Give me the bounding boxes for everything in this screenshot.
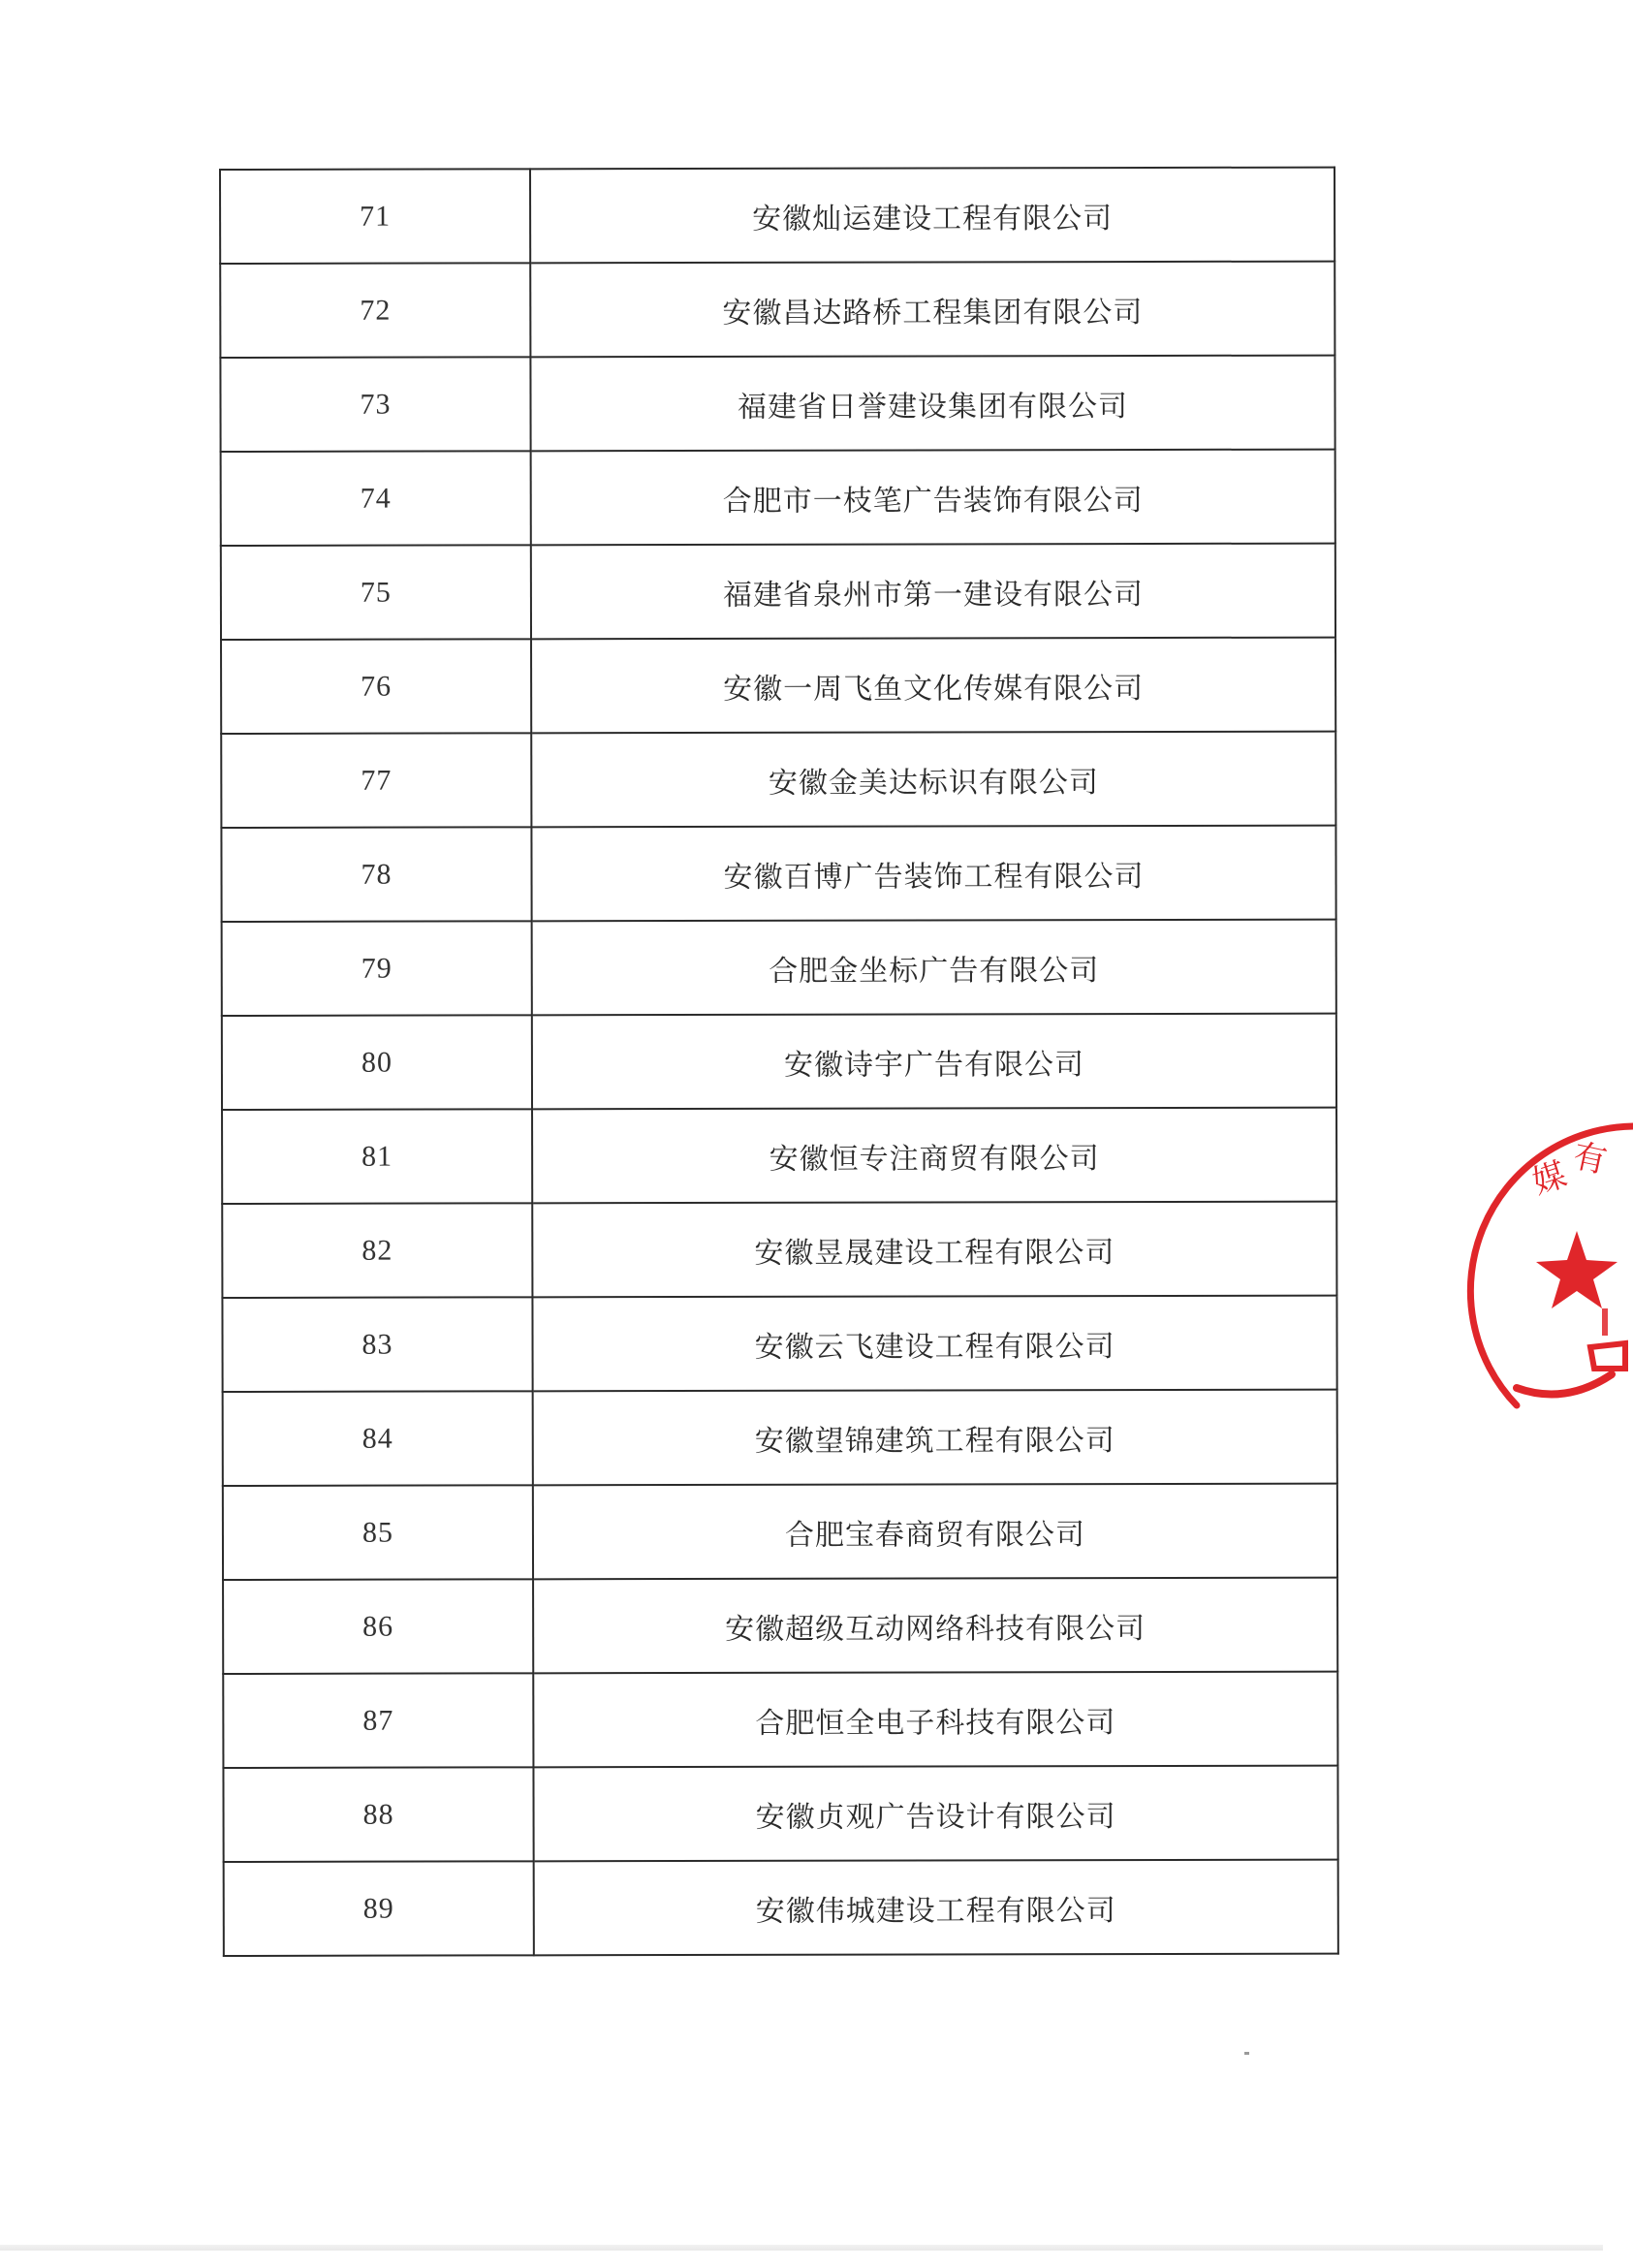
row-number: 88 bbox=[223, 1767, 533, 1862]
row-number: 82 bbox=[222, 1203, 532, 1298]
company-list-table bbox=[219, 167, 1339, 1957]
table-row bbox=[221, 544, 1335, 640]
row-number: 78 bbox=[221, 827, 531, 922]
company-seal bbox=[1497, 1115, 1633, 1444]
table-row bbox=[224, 1860, 1338, 1956]
company-name: 安徽昱晟建设工程有限公司 bbox=[532, 1202, 1336, 1298]
company-name: 安徽百博广告装饰工程有限公司 bbox=[531, 826, 1335, 922]
row-number: 87 bbox=[223, 1673, 533, 1768]
table-row bbox=[223, 1766, 1337, 1862]
row-number: 77 bbox=[221, 733, 531, 828]
table-row bbox=[221, 732, 1335, 828]
table-row bbox=[222, 1014, 1336, 1110]
company-name: 安徽望锦建筑工程有限公司 bbox=[533, 1390, 1337, 1486]
row-number: 75 bbox=[221, 545, 531, 640]
scan-bottom-edge bbox=[0, 2245, 1603, 2251]
company-name: 安徽灿运建设工程有限公司 bbox=[530, 168, 1335, 264]
company-name: 安徽一周飞鱼文化传媒有限公司 bbox=[531, 638, 1335, 734]
row-number: 89 bbox=[224, 1861, 534, 1956]
row-number: 85 bbox=[223, 1485, 533, 1580]
row-number: 73 bbox=[220, 357, 530, 452]
row-number: 79 bbox=[222, 921, 532, 1016]
row-number: 86 bbox=[223, 1579, 533, 1674]
table-row bbox=[221, 450, 1335, 546]
company-name: 安徽恒专注商贸有限公司 bbox=[532, 1108, 1336, 1204]
company-name: 福建省泉州市第一建设有限公司 bbox=[531, 544, 1335, 640]
seal-glyph: 有 bbox=[1569, 1136, 1611, 1181]
table-row bbox=[223, 1578, 1337, 1674]
table-row bbox=[223, 1390, 1337, 1486]
table-row bbox=[222, 1108, 1336, 1204]
company-name: 福建省日誉建设集团有限公司 bbox=[530, 356, 1335, 452]
seal-bottom-bar bbox=[1517, 1374, 1612, 1394]
company-name: 安徽贞观广告设计有限公司 bbox=[533, 1766, 1337, 1862]
table-row bbox=[220, 168, 1335, 264]
company-name: 安徽昌达路桥工程集团有限公司 bbox=[530, 262, 1335, 358]
scan-speck bbox=[1244, 2052, 1249, 2055]
company-name: 合肥恒全电子科技有限公司 bbox=[533, 1672, 1337, 1768]
table-row bbox=[221, 638, 1335, 734]
table-row bbox=[220, 356, 1335, 452]
table-row bbox=[222, 920, 1336, 1016]
row-number: 72 bbox=[220, 263, 530, 358]
row-number: 76 bbox=[221, 639, 531, 734]
table-row bbox=[220, 262, 1335, 358]
company-name: 安徽金美达标识有限公司 bbox=[531, 732, 1335, 828]
company-name: 合肥市一枝笔广告装饰有限公司 bbox=[531, 450, 1335, 546]
company-name: 安徽超级互动网络科技有限公司 bbox=[533, 1578, 1337, 1674]
company-name: 合肥金坐标广告有限公司 bbox=[532, 920, 1336, 1016]
table-row bbox=[223, 1672, 1337, 1768]
table-row bbox=[222, 1296, 1336, 1392]
row-number: 84 bbox=[223, 1391, 533, 1486]
row-number: 74 bbox=[221, 451, 531, 546]
table-row bbox=[221, 826, 1335, 922]
company-name: 合肥宝春商贸有限公司 bbox=[533, 1484, 1337, 1580]
company-name: 安徽伟城建设工程有限公司 bbox=[534, 1860, 1338, 1956]
company-name: 安徽诗宇广告有限公司 bbox=[532, 1014, 1336, 1110]
row-number: 83 bbox=[222, 1297, 532, 1392]
row-number: 71 bbox=[220, 169, 530, 264]
company-name: 安徽云飞建设工程有限公司 bbox=[532, 1296, 1336, 1392]
row-number: 80 bbox=[222, 1015, 532, 1110]
table-row bbox=[223, 1484, 1337, 1580]
table-row bbox=[222, 1202, 1336, 1298]
seal-fragment bbox=[1602, 1308, 1608, 1336]
seal-fragment bbox=[1590, 1343, 1625, 1369]
seal-star-icon bbox=[1536, 1231, 1617, 1308]
company-list-body bbox=[220, 168, 1338, 1956]
seal-glyph: 媒 bbox=[1527, 1154, 1572, 1203]
seal-graphic bbox=[1497, 1115, 1633, 1444]
row-number: 81 bbox=[222, 1109, 532, 1204]
